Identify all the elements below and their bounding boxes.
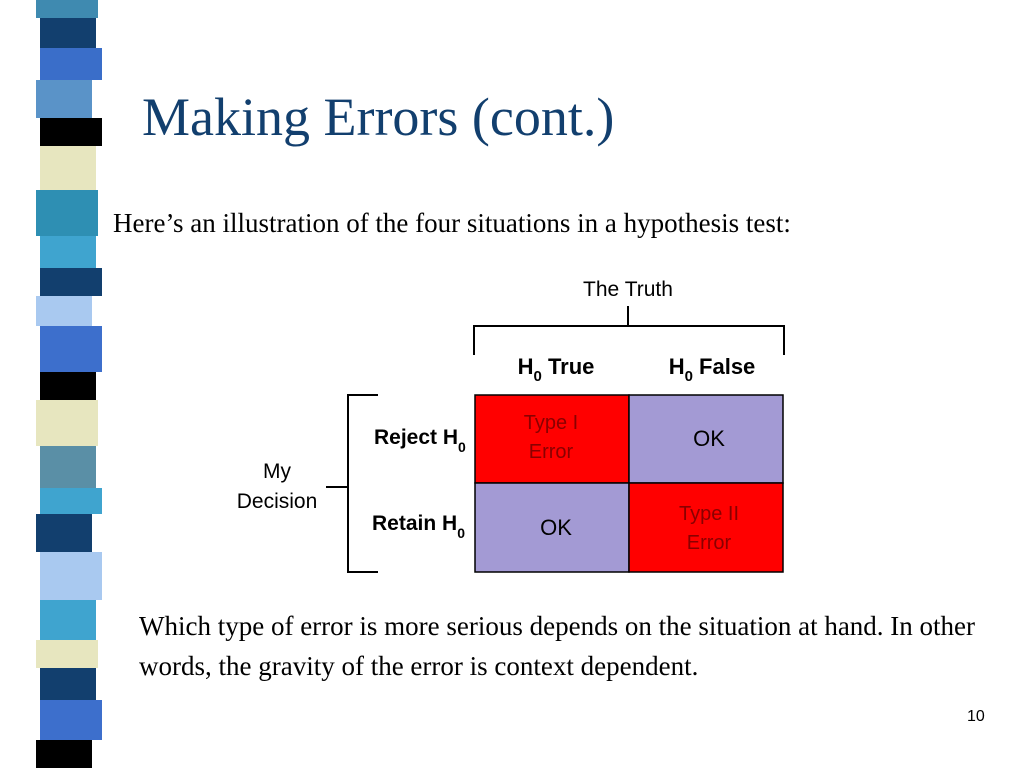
the-truth-label: The Truth — [583, 278, 673, 301]
row-label-reject-h0: Reject $H_0$ — [374, 426, 466, 455]
type-ii-error-text: Type II — [678, 503, 740, 525]
retain-ok-text: OK — [540, 515, 572, 540]
type-i-error-text: Type I — [523, 412, 579, 434]
row-label-retain-h0: Retain $H_0$ — [372, 512, 465, 541]
column-header-h0-false: $H_0$ False — [668, 354, 756, 385]
my-decision-label-line2: Decision — [236, 490, 318, 513]
page-number: 10 — [967, 708, 985, 725]
type-i-error-text-line2: Error — [528, 441, 574, 463]
type-ii-error-text-line2: Error — [686, 532, 732, 554]
column-header-h0-true: $H_0$ True — [517, 354, 595, 385]
decision-bracket — [326, 395, 378, 572]
my-decision-label: My — [263, 460, 291, 483]
cell-type-ii-error — [629, 483, 783, 572]
slide-title: Making Errors (cont.) — [142, 87, 615, 147]
reject-ok-text: OK — [693, 426, 725, 451]
closing-text: Which type of error is more serious depends on the situation at hand. In other words, the gravity of the error is context dependent. — [139, 611, 976, 681]
intro-text: Here’s an illustration of the four situations in a hypothesis test: — [113, 208, 791, 238]
cell-type-i-error — [475, 395, 629, 483]
truth-bracket — [474, 306, 784, 355]
